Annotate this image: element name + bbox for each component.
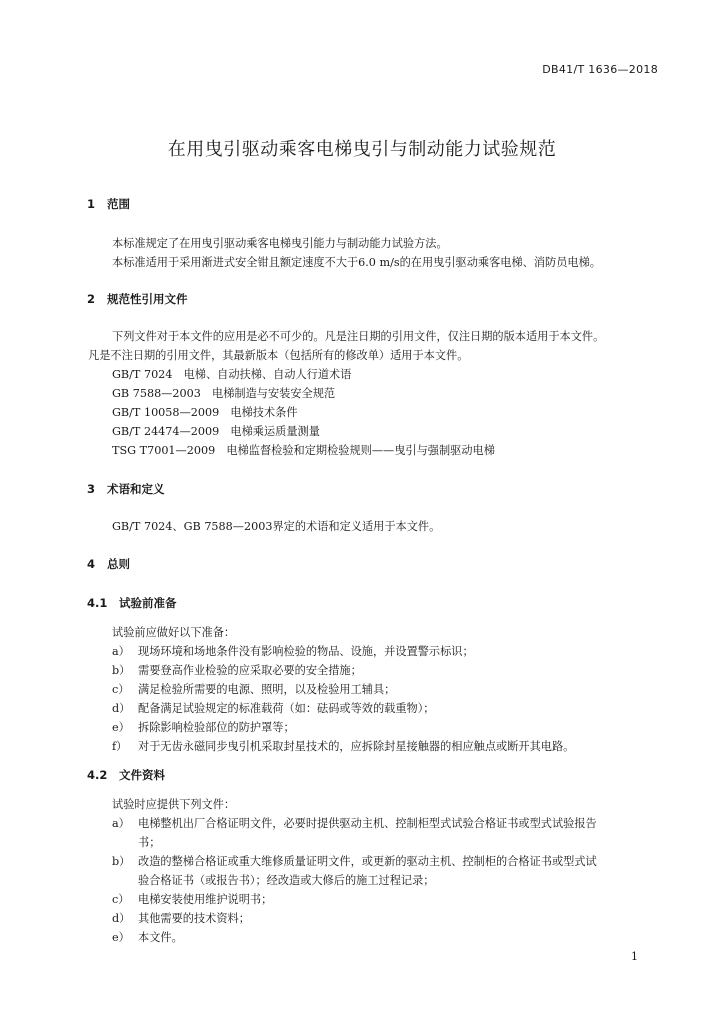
list-marker: f） (112, 740, 128, 753)
subsection-number: 4.1 (87, 596, 108, 610)
reference-item: GB/T 10058—2009 电梯技术条件 (112, 406, 298, 419)
list-marker: b） (112, 664, 131, 677)
list-marker: c） (112, 893, 130, 906)
list-item (112, 681, 395, 697)
list-marker: a） (112, 645, 130, 658)
paragraph: 下列文件对于本文件的应用是必不可少的。凡是注日期的引用文件，仅注日期的版本适用于本文件。 (112, 330, 605, 343)
list-item (112, 738, 574, 754)
list-text: 改造的整梯合格证或重大维修质量证明文件，或更新的驱动主机、控制柜的合格证书或型式试 (138, 855, 597, 868)
list-marker: e） (112, 931, 130, 944)
list-marker: d） (112, 702, 131, 715)
page-number: 1 (631, 950, 638, 963)
reference-item: GB/T 7024 电梯、自动扶梯、自动人行道术语 (112, 368, 352, 381)
list-item-continuation: 验合格证书（或报告书）；经改造或大修后的施工过程记录； (138, 874, 435, 887)
subsection-4-2-heading (87, 767, 165, 783)
section-number: 4 (87, 557, 96, 571)
section-2-heading (87, 291, 188, 307)
list-item (112, 719, 295, 735)
section-4-heading (87, 556, 130, 572)
section-title: 规范性引用文件 (107, 292, 188, 306)
section-number: 3 (87, 482, 96, 496)
list-text: 本文件。 (138, 931, 183, 944)
document-number: DB41/T 1636—2018 (542, 63, 658, 76)
section-1-heading (87, 196, 130, 212)
section-title: 范围 (107, 197, 130, 211)
list-text: 拆除影响检验部位的防护罩等； (138, 721, 295, 734)
section-3-heading (87, 481, 165, 497)
list-text: 满足检验所需要的电源、照明，以及检验用工辅具； (138, 683, 396, 696)
list-text: 需要登高作业检验的应采取必要的安全措施； (138, 664, 362, 677)
subsection-number: 4.2 (87, 768, 108, 782)
section-title: 总则 (107, 557, 130, 571)
list-marker: a） (112, 817, 130, 830)
list-item (112, 662, 362, 678)
section-number: 2 (87, 292, 96, 306)
list-marker: e） (112, 721, 130, 734)
subsection-4-1-heading (87, 595, 177, 611)
paragraph: 试验前应做好以下准备： (112, 626, 236, 639)
reference-item: GB/T 24474—2009 电梯乘运质量测量 (112, 425, 320, 438)
list-text: 对于无齿永磁同步曳引机采取封星技术的，应拆除封星接触器的相应触点或断开其电路。 (138, 740, 575, 753)
section-title: 术语和定义 (107, 482, 165, 496)
paragraph: 本标准适用于采用渐进式安全钳且额定速度不大于6.0 m/s的在用曳引驱动乘客电梯、消防员电梯。 (112, 256, 601, 269)
paragraph: 本标准规定了在用曳引驱动乘客电梯曳引能力与制动能力试验方法。 (112, 237, 448, 250)
list-item (112, 929, 183, 945)
paragraph: GB/T 7024、GB 7588—2003界定的术语和定义适用于本文件。 (112, 520, 441, 533)
list-marker: b） (112, 855, 131, 868)
list-text: 电梯整机出厂合格证明文件，必要时提供驱动主机、控制柜型式试验合格证书或型式试验报告 (138, 817, 597, 830)
list-item (112, 910, 250, 926)
list-item (112, 891, 272, 907)
subsection-title: 文件资料 (119, 768, 165, 782)
list-item-continuation: 书； (138, 836, 161, 849)
paragraph: 试验时应提供下列文件： (112, 798, 236, 811)
list-item (112, 643, 474, 659)
section-number: 1 (87, 197, 96, 211)
list-marker: d） (112, 912, 131, 925)
reference-item: TSG T7001—2009 电梯监督检验和定期检验规则——曳引与强制驱动电梯 (112, 444, 495, 457)
list-text: 电梯安装使用维护说明书； (138, 893, 273, 906)
list-item (112, 853, 597, 869)
paragraph: 凡是不注日期的引用文件，其最新版本（包括所有的修改单）适用于本文件。 (88, 349, 469, 362)
list-text: 配备满足试验规定的标准载荷（如：砝码或等效的载重物）； (138, 702, 435, 715)
list-text: 其他需要的技术资料； (138, 912, 250, 925)
list-text: 现场环境和场地条件没有影响检验的物品、设施，并设置警示标识； (138, 645, 474, 658)
page-title: 在用曳引驱动乘客电梯曳引与制动能力试验规范 (167, 139, 557, 160)
list-marker: c） (112, 683, 130, 696)
list-item (112, 700, 434, 716)
subsection-title: 试验前准备 (119, 596, 177, 610)
list-item (112, 815, 597, 831)
reference-item: GB 7588—2003 电梯制造与安装安全规范 (112, 387, 336, 400)
